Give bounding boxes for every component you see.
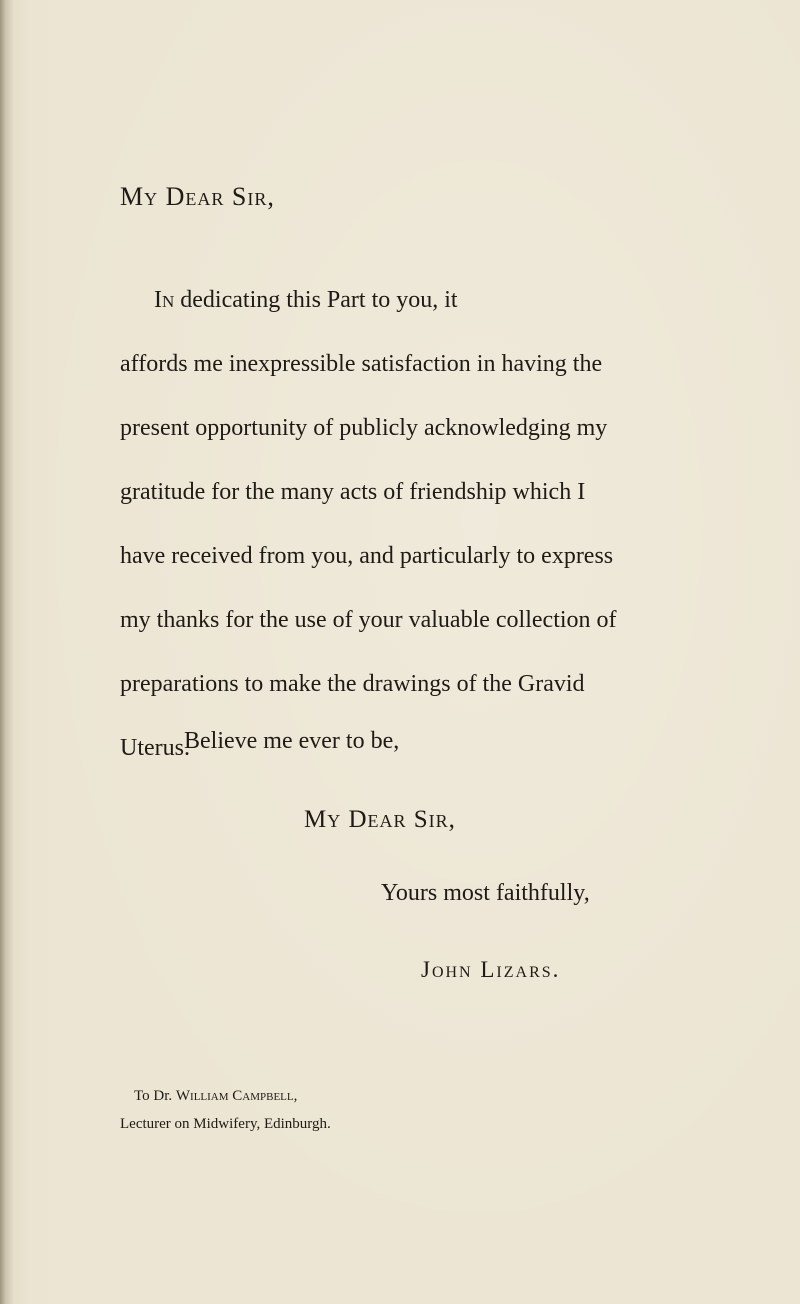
page-binding-edge (0, 0, 14, 1304)
body-line (120, 268, 660, 332)
valediction: Yours most faithfully, (381, 880, 590, 906)
body-line: affords me inexpressible satisfaction in having the (120, 351, 603, 377)
salutation: My Dear Sir, (120, 182, 275, 211)
body-line-text: dedicating this Part to you, it (174, 287, 458, 313)
body-line: present opportunity of publicly acknowledging my (120, 415, 608, 441)
signature: John Lizars. (421, 957, 561, 982)
body-line: my thanks for the use of your valuable collection of (120, 607, 617, 633)
body-line: Uterus. (120, 735, 190, 761)
body-lead-word: In (154, 287, 175, 313)
closing-salutation: My Dear Sir, (304, 806, 456, 833)
closing-phrase: Believe me ever to be, (184, 728, 400, 754)
body-line: have received from you, and particularly to express (120, 543, 614, 569)
body-line: gratitude for the many acts of friendship which I (120, 479, 586, 505)
address-line-recipient (120, 1082, 331, 1110)
address-prefix: To Dr. (134, 1088, 176, 1104)
recipient-name: William Campbell, (175, 1088, 298, 1104)
address-line-title: Lecturer on Midwifery, Edinburgh. (120, 1116, 331, 1132)
body-line: preparations to make the drawings of the Gravid (120, 671, 585, 697)
recipient-address (120, 1082, 331, 1138)
letter-body (120, 268, 660, 780)
